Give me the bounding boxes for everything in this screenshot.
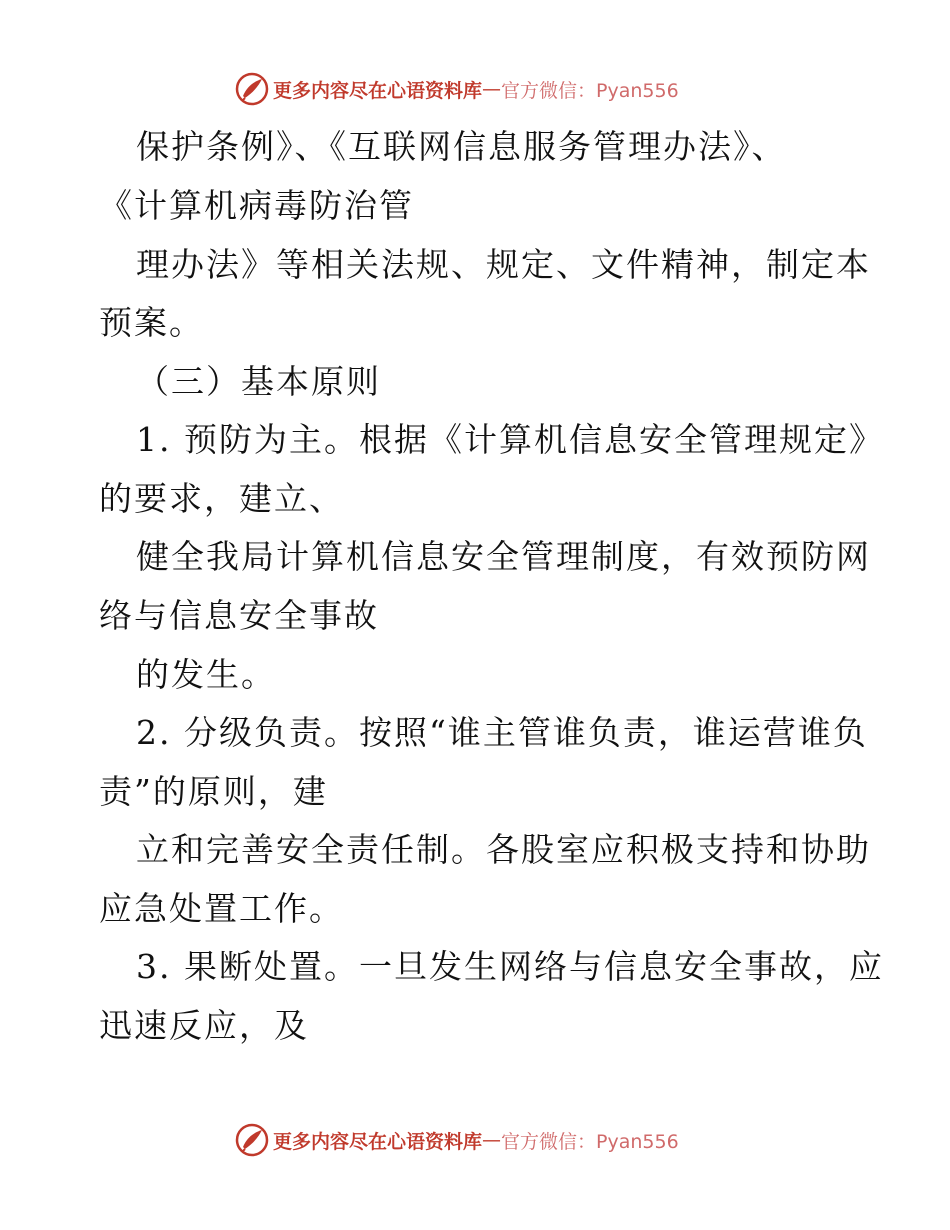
text-line: 2. 分级负责。按照“谁主管谁负责，谁运营谁负: [136, 713, 868, 752]
text-line: 迅速反应，及: [99, 1006, 309, 1045]
pen-logo-icon: [235, 1123, 269, 1157]
watermark-contact: 官方微信：Pyan556: [501, 79, 679, 102]
text-line: 的发生。: [136, 655, 276, 694]
text-line: 《计算机病毒防治管: [99, 186, 414, 225]
text-line: 3. 果断处置。一旦发生网络与信息安全事故，应: [136, 947, 884, 986]
watermark-separator: —: [482, 78, 502, 100]
watermark-text: 更多内容尽在心语资料库: [273, 1130, 483, 1153]
text-line: 1. 预防为主。根据《计算机信息安全管理规定》: [136, 420, 884, 459]
text-line: 保护条例》、《互联网信息服务管理办法》、: [136, 127, 787, 166]
text-line: 应急处置工作。: [99, 889, 344, 928]
text-line: 立和完善安全责任制。各股室应积极支持和协助: [136, 830, 871, 869]
watermark-contact: 官方微信：Pyan556: [501, 1130, 679, 1153]
text-line: 健全我局计算机信息安全管理制度，有效预防网: [136, 537, 871, 576]
section-heading: （三）基本原则: [136, 362, 381, 401]
text-line: 责”的原则，建: [99, 772, 328, 811]
watermark-separator: —: [482, 1129, 502, 1151]
text-line: 络与信息安全事故: [99, 596, 379, 635]
text-line: 的要求，建立、: [99, 479, 344, 518]
watermark-banner-top: [235, 72, 679, 106]
pen-logo-icon: [235, 72, 269, 106]
watermark-text: 更多内容尽在心语资料库: [273, 79, 483, 102]
text-line: 预案。: [99, 303, 204, 342]
watermark-banner-bottom: [235, 1123, 679, 1157]
text-line: 理办法》等相关法规、规定、文件精神，制定本: [136, 245, 871, 284]
